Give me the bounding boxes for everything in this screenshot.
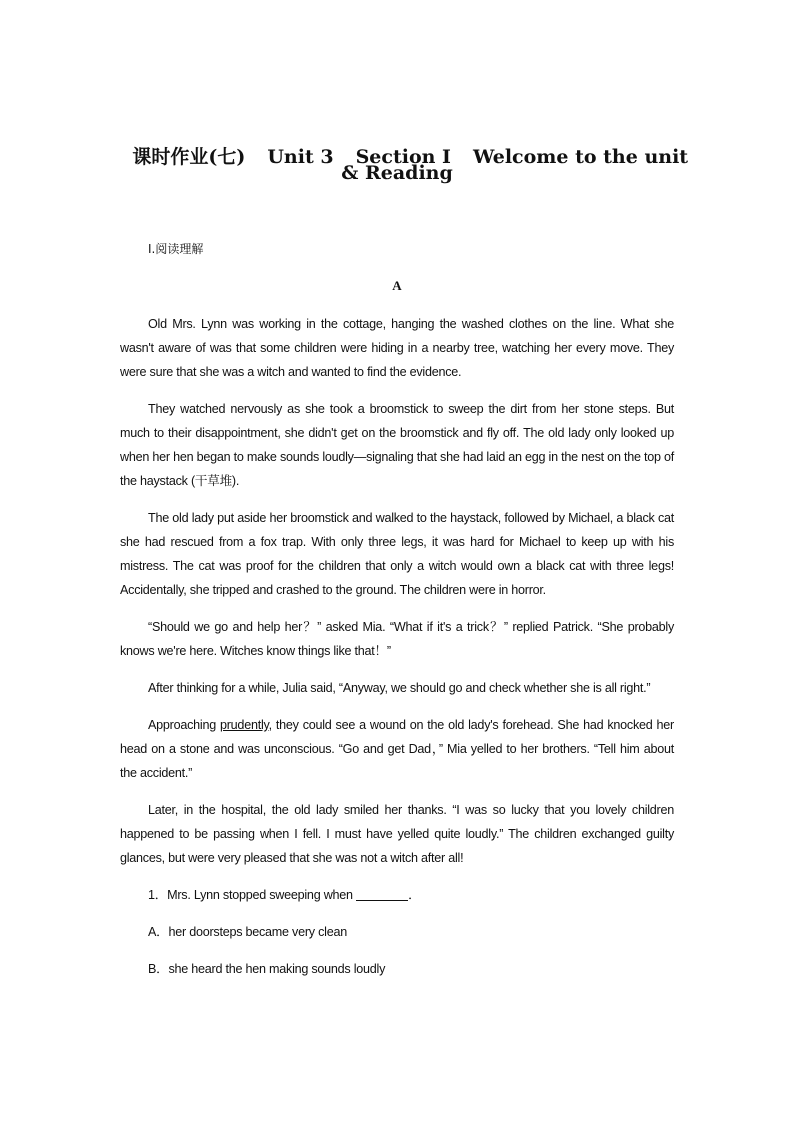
answer-option: B．she heard the hen making sounds loudly bbox=[148, 962, 386, 976]
section-heading: Ⅰ.阅读理解 bbox=[148, 242, 204, 256]
title-part-unit: Unit 3 bbox=[267, 146, 334, 168]
answer-blank bbox=[356, 886, 408, 901]
passage-label: A bbox=[392, 278, 402, 293]
paragraph: Later, in the hospital, the old lady smiled her thanks. “I was so lucky that you lovely children happened to be passing when I fell. I must have yelled quite loudly.” The children exchanged guilty glances, but were very pleased that she was not a witch after all! bbox=[120, 803, 674, 865]
answer-option: A．her doorsteps became very clean bbox=[148, 925, 347, 939]
question-stem bbox=[120, 883, 674, 907]
underlined-word: prudently, bbox=[219, 718, 272, 732]
paragraph-text-after: they could see a wound on the old lady's forehead. She had knocked her head on a stone and was unconscious. “Go and get Dad，” Mia yelled to her brothers. “Tell him about the accident.” bbox=[120, 718, 674, 780]
page-title-line-2: & Reading bbox=[341, 162, 453, 184]
paragraph: “Should we go and help her？” asked Mia. “What if it's a trick？” replied Patrick. “She probably knows we're here. Witches know things like that！” bbox=[120, 620, 674, 658]
passage-body bbox=[120, 312, 674, 994]
title-part-lesson: 课时作业(七) bbox=[132, 146, 246, 168]
title-part-section: Section Ⅰ bbox=[355, 146, 451, 168]
paragraph: They watched nervously as she took a broomstick to sweep the dirt from her stone steps. But much to their disappointment, she didn't get on the broomstick and fly off. The old lady only looked up when her hen began to make sounds loudly—signaling that she had laid an egg in the nest on the top of the haystack (干草堆). bbox=[120, 402, 674, 488]
paragraph-text-before: Approaching bbox=[148, 718, 220, 732]
paragraph-with-underline bbox=[120, 713, 674, 785]
paragraph: Old Mrs. Lynn was working in the cottage, hanging the washed clothes on the line. What she wasn't aware of was that some children were hiding in a nearby tree, watching her every move. They were sure that she was a witch and wanted to find the evidence. bbox=[120, 317, 674, 379]
question-text: 1．Mrs. Lynn stopped sweeping when bbox=[148, 888, 353, 902]
question-end: ． bbox=[408, 888, 421, 902]
title-part-topic: Welcome to the unit bbox=[472, 146, 689, 168]
paragraph: The old lady put aside her broomstick and walked to the haystack, followed by Michael, a black cat she had rescued from a fox trap. With only three legs, it was hard for Michael to keep up with his mistress. The cat was proof for the children that only a witch would own a black cat with three legs! Accidentally, she tripped and crashed to the ground. The children were in horror. bbox=[120, 511, 674, 597]
paragraph: After thinking for a while, Julia said, “Anyway, we should go and check whether she is all right.” bbox=[148, 681, 651, 695]
